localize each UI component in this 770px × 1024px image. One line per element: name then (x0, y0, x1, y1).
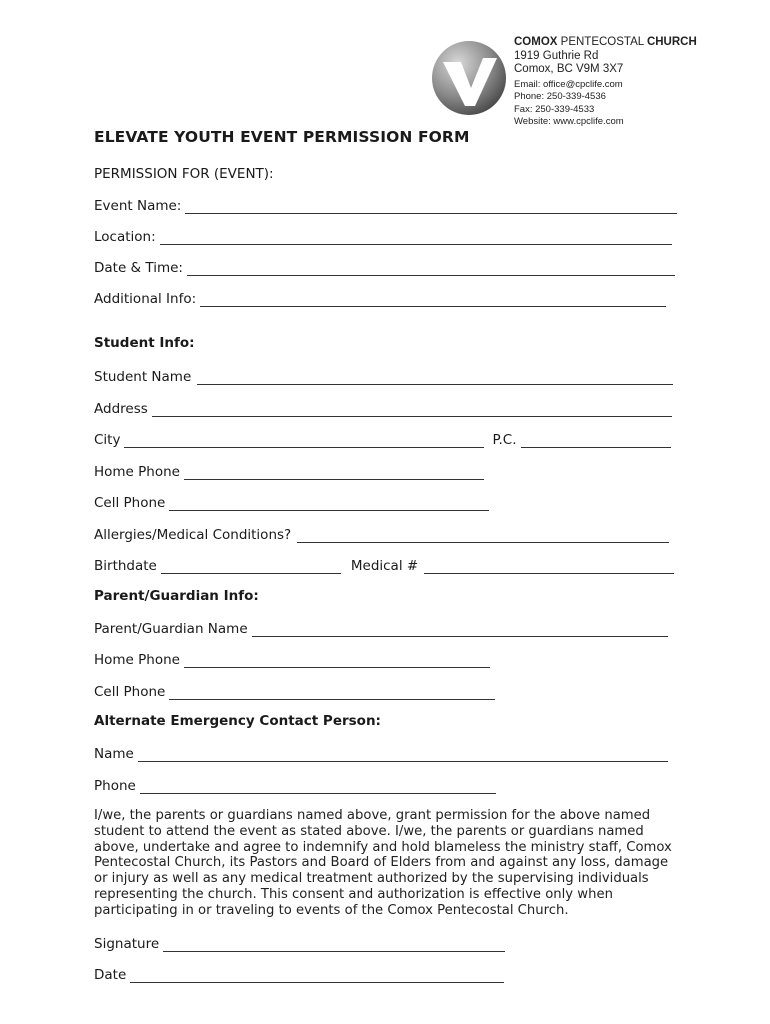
alt-name-field[interactable]: Name (94, 744, 668, 762)
alternate-contact-heading: Alternate Emergency Contact Person: (94, 713, 381, 729)
birthdate-field[interactable]: Birthdate Medical # (94, 556, 674, 574)
date-time-field[interactable]: Date & Time: (94, 258, 675, 276)
signature-field[interactable]: Signature (94, 934, 505, 952)
student-info-heading: Student Info: (94, 335, 195, 351)
home-phone-field[interactable]: Home Phone (94, 462, 484, 480)
church-fax: Fax: 250-339-4533 (514, 103, 595, 115)
church-name: COMOX PENTECOSTAL CHURCH (514, 36, 697, 48)
event-name-field[interactable]: Event Name: (94, 196, 677, 214)
medical-field[interactable] (424, 561, 674, 574)
pc-label: P.C. (492, 432, 517, 448)
additional-info-field[interactable]: Additional Info: (94, 289, 666, 307)
parent-name-field[interactable]: Parent/Guardian Name (94, 619, 668, 637)
student-name-field[interactable]: Student Name (94, 367, 673, 385)
parent-home-phone-field[interactable]: Home Phone (94, 650, 490, 668)
medical-label: Medical # (350, 558, 419, 574)
city-field[interactable]: City P.C. (94, 430, 671, 448)
church-info (514, 36, 697, 129)
parent-info-heading: Parent/Guardian Info: (94, 588, 259, 604)
church-address-line2: Comox, BC V9M 3X7 (514, 63, 624, 75)
location-field[interactable]: Location: (94, 227, 672, 245)
allergies-field[interactable]: Allergies/Medical Conditions? (94, 525, 669, 543)
parent-cell-phone-field[interactable]: Cell Phone (94, 682, 495, 700)
v-logo-icon (431, 40, 507, 116)
church-address-line1: 1919 Guthrie Rd (514, 49, 599, 62)
cell-phone-field[interactable]: Cell Phone (94, 493, 489, 511)
form-title: ELEVATE YOUTH EVENT PERMISSION FORM (94, 128, 470, 146)
consent-paragraph: I/we, the parents or guardians named above, grant permission for the above named student to attend the event as stated above. I/we, the parents or guardians named above, undertake and agree to indemnify and hold blameless the ministry staff, Comox Pentecostal Church, its Pastors and Board of Elders from and against any loss, damage or injury as well as any medical treatment authorized by the supervising individuals representing the church. This consent and authorization is effective only when participating in or traveling to events of the Comox Pentecostal Church. (94, 808, 672, 918)
alt-phone-field[interactable]: Phone (94, 776, 496, 794)
address-field[interactable]: Address (94, 399, 672, 417)
pc-field[interactable] (521, 435, 671, 448)
church-phone: Phone: 250-339-4536 (514, 91, 606, 102)
church-website: Website: www.cpclife.com (514, 116, 624, 127)
permission-for-label: PERMISSION FOR (EVENT): (94, 166, 274, 182)
date-field[interactable]: Date (94, 965, 504, 983)
church-email: Email: office@cpclife.com (514, 78, 623, 90)
